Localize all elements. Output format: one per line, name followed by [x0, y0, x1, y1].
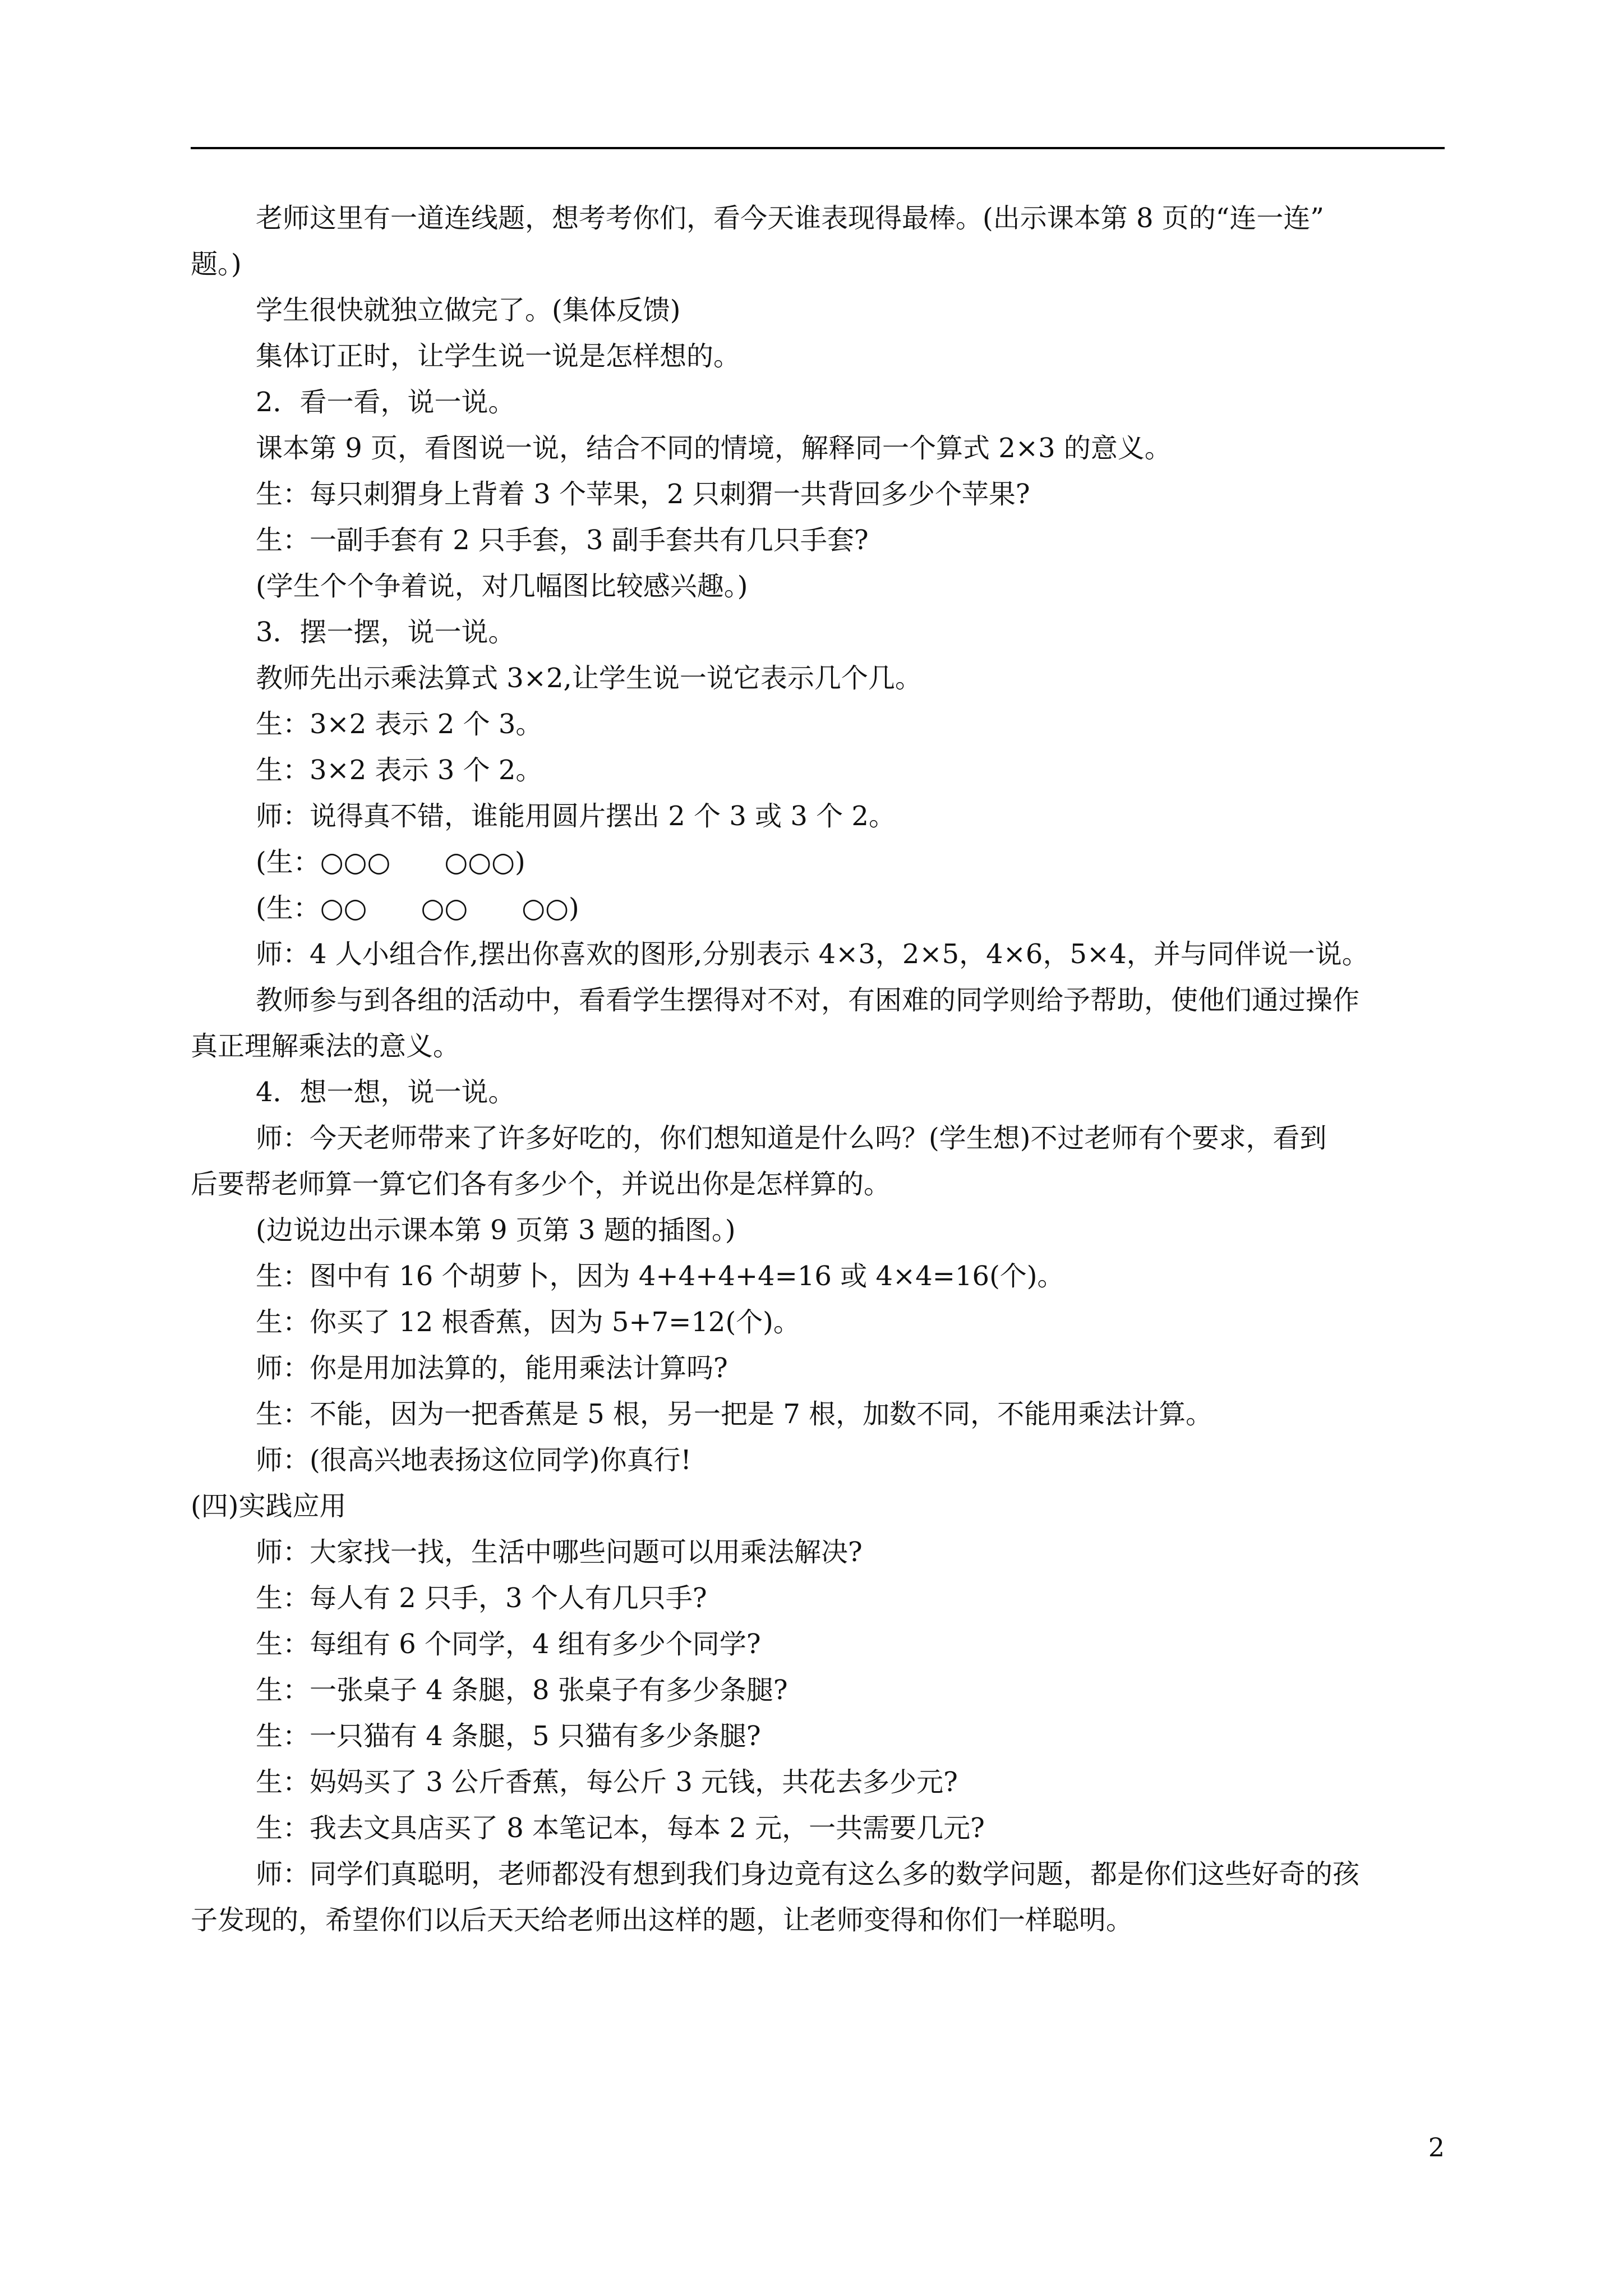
text-line: 课本第 9 页，看图说一说，结合不同的情境，解释同一个算式 2×3 的意义。 — [256, 432, 1172, 464]
text-line: 师：同学们真聪明，老师都没有想到我们身边竟有这么多的数学问题，都是你们这些好奇的孩 — [256, 1858, 1360, 1890]
text-line: 生：妈妈买了 3 公斤香蕉，每公斤 3 元钱，共花去多少元? — [256, 1766, 958, 1798]
text-line: 生：不能，因为一把香蕉是 5 根，另一把是 7 根，加数不同，不能用乘法计算。 — [256, 1398, 1213, 1430]
text-line: (学生个个争着说，对几幅图比较感兴趣。) — [256, 570, 748, 602]
text-line: 生：我去文具店买了 8 本笔记本，每本 2 元，一共需要几元? — [256, 1812, 985, 1844]
text-line: 师：大家找一找，生活中哪些问题可以用乘法解决? — [256, 1536, 863, 1568]
text-line: 子发现的，希望你们以后天天给老师出这样的题，让老师变得和你们一样聪明。 — [191, 1904, 1133, 1936]
text-line: 生：3×2 表示 2 个 3。 — [256, 708, 543, 740]
text-line: 后要帮老师算一算它们各有多少个，并说出你是怎样算的。 — [191, 1168, 891, 1200]
text-line: 师：今天老师带来了许多好吃的，你们想知道是什么吗？(学生想)不过老师有个要求，看到 — [256, 1122, 1327, 1154]
document-body — [191, 195, 1445, 1943]
text-line: 生：一副手套有 2 只手套，3 副手套共有几只手套? — [256, 524, 869, 556]
text-line: 生：每只刺猬身上背着 3 个苹果，2 只刺猬一共背回多少个苹果? — [256, 478, 1030, 510]
page-number: 2 — [1428, 2132, 1445, 2162]
text-line: 生：一只猫有 4 条腿，5 只猫有多少条腿? — [256, 1720, 761, 1752]
text-line: 生：你买了 12 根香蕉，因为 5+7=12(个)。 — [256, 1306, 800, 1338]
text-line: 集体订正时，让学生说一说是怎样想的。 — [256, 341, 741, 372]
text-line: 3．摆一摆，说一说。 — [256, 616, 515, 648]
text-line: 4．想一想，说一说。 — [256, 1076, 515, 1108]
text-line: 教师参与到各组的活动中，看看学生摆得对不对，有困难的同学则给予帮助，使他们通过操作 — [256, 984, 1360, 1016]
text-line: 师：4 人小组合作,摆出你喜欢的图形,分别表示 4×3，2×5，4×6，5×4，并与同伴说一说。 — [256, 938, 1369, 970]
text-line: (生：○○○ ○○○) — [256, 846, 525, 878]
text-line: 生：一张桌子 4 条腿，8 张桌子有多少条腿? — [256, 1674, 788, 1706]
text-line: 生：每人有 2 只手，3 个人有几只手? — [256, 1582, 707, 1614]
header-rule — [191, 147, 1445, 149]
text-line: 题。) — [191, 249, 242, 280]
text-line: 2．看一看，说一说。 — [256, 386, 515, 418]
text-line: (边说边出示课本第 9 页第 3 题的插图。) — [256, 1214, 736, 1246]
text-line: 生：每组有 6 个同学，4 组有多少个同学? — [256, 1628, 761, 1660]
text-line: (四)实践应用 — [191, 1490, 347, 1522]
text-line: (生：○○ ○○ ○○) — [256, 892, 579, 924]
text-line: 教师先出示乘法算式 3×2,让学生说一说它表示几个几。 — [256, 662, 922, 694]
text-line: 真正理解乘法的意义。 — [191, 1030, 460, 1062]
text-line: 学生很快就独立做完了。(集体反馈) — [256, 295, 681, 326]
text-line: 师：说得真不错，谁能用圆片摆出 2 个 3 或 3 个 2。 — [256, 800, 896, 832]
text-line: 老师这里有一道连线题，想考考你们，看今天谁表现得最棒。(出示课本第 8 页的“连一连” — [256, 203, 1324, 234]
text-line: 生：图中有 16 个胡萝卜，因为 4+4+4+4=16 或 4×4=16(个)。 — [256, 1260, 1064, 1292]
text-line: 生：3×2 表示 3 个 2。 — [256, 754, 543, 786]
text-line: 师：(很高兴地表扬这位同学)你真行! — [256, 1444, 691, 1476]
text-line: 师：你是用加法算的，能用乘法计算吗? — [256, 1352, 728, 1384]
